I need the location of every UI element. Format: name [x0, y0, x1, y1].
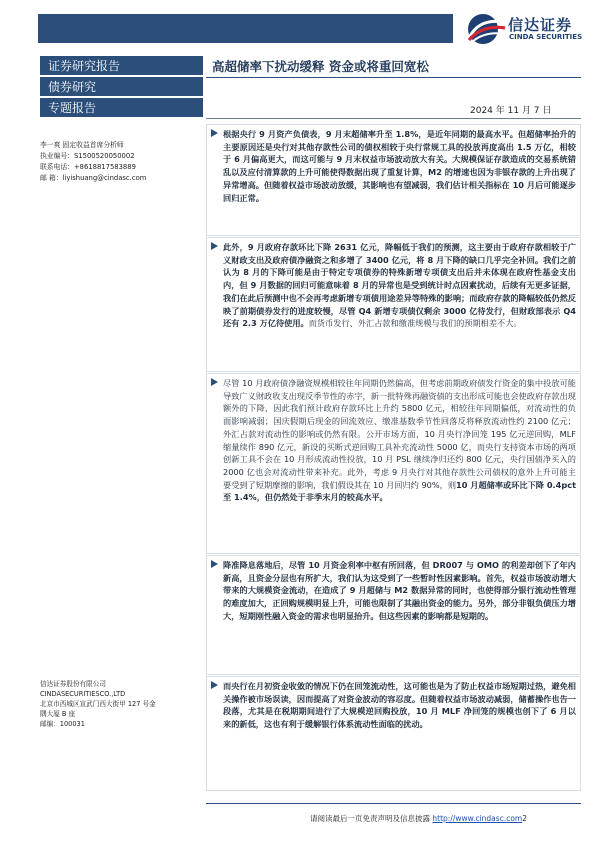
company-logo — [463, 12, 588, 46]
footer — [310, 813, 527, 824]
cinda-logo-icon — [463, 12, 507, 46]
tab-securities-research-report: 证券研究报告 — [40, 56, 203, 77]
author-info — [40, 140, 205, 184]
key-point-bold-text: 此外，9 月政府存款环比下降 2631 亿元，降幅低于我们的预测，这主要由于政府存款相较于广义财政支出及政府债净融资之和多增了 3400 亿元，将 8 月下降的缺口几乎完全补回。我们之前认为 8 月的下降可能是由于特定专项债券的特殊新增专项债支出后并未体现在政府性基金支出内，但 9 月数据的回归可能意味着 8 月的异常也是受到统计时点因素扰动，后续有无更多证据，我们在此后预测中也不会再考虑新增专项债用途差异等特殊的影响；而政府存款的降幅较低仍然反映了前期债券发行的进度较慢，尽管 Q4 新增专项债仅剩余 3000 亿待发行，但财政部表示 Q4 还有 2.3 万亿待使用。 — [223, 242, 576, 329]
bullet-triangle-icon — [211, 129, 218, 137]
company-postcode: 邮编：100031 — [40, 720, 85, 728]
tab-special-report: 专题报告 — [40, 98, 203, 119]
key-point — [206, 373, 581, 554]
company-address-2: 隅大厦 B 座 — [40, 710, 76, 718]
brand-name-en: CINDA SECURITIES — [509, 33, 583, 41]
footer-divider — [206, 803, 581, 804]
report-date: 2024 年 11 月 7 日 — [470, 106, 552, 116]
header-bar — [38, 14, 453, 43]
bullet-triangle-icon — [211, 242, 218, 250]
key-point — [206, 555, 581, 675]
bullet-triangle-icon — [211, 378, 218, 386]
website-link[interactable]: http://www.cindasc.com — [432, 814, 523, 823]
company-info — [40, 679, 205, 729]
page-number: 2 — [522, 814, 527, 823]
author-name-title: 李一爽 固定收益首席分析师 — [40, 141, 124, 149]
title-divider — [206, 77, 581, 78]
author-email: 邮 箱：liyishuang@cindasc.com — [40, 174, 147, 182]
key-point-bold-text: 根据央行 9 月资产负债表，9 月末超储率升至 1.8%，是近年同期的最高水平。但超储率抬升的主要原因还是央行对其他存款性公司的债权相较于央行常规工具的投放再度高出 1.5 万亿，相较于 6 月偏高更大，而这可能与 9 月末权益市场波动放大有关。大规模保证存款造成的交易系统错乱以及应付清算款的上升可能使得数据出现了重复计算，M2 的增速也因为非银存款的上升出现了异常增高。但随着权益市场波动放缓，其影响也有望减弱，我们估计相关指标在 10 月后可能逐步回归正常。 — [223, 129, 576, 203]
key-point — [206, 237, 581, 372]
bullet-triangle-icon — [211, 560, 218, 568]
tab-bond-research: 债券研究 — [40, 77, 203, 98]
report-title: 高超储率下扰动缓释 资金或将重回宽松 — [212, 59, 429, 74]
company-name-en: CINDASECURITIESCO.,LTD — [40, 690, 126, 698]
key-point-bold-text: 降准降息落地后，尽管 10 月资金利率中枢有所回落，但 DR007 与 OMO 的利差却创下了年内新高，且资金分层也有所扩大，我们认为这受到了一些暂时性因素影响。首先，权益市场波动增大带来的大规模资金流动，在造成了 9 月超储与 M2 数据异常的同时，也使得部分银行流动性管理的难度加大，正回购规模明显上升，可能也限制了其融出资金的能力。另外，部分非银负债压力增大，短期刚性融入资金的需求也明显抬升。但这些因素的影响都是短期的。 — [223, 560, 576, 621]
key-point — [206, 676, 581, 791]
brand-name-cn: 信达证券 — [508, 16, 573, 34]
key-points — [206, 124, 581, 791]
sidebar — [40, 56, 203, 119]
bullet-triangle-icon — [211, 681, 218, 689]
footer-disclaimer: 请阅读最后一页免责声明及信息披露 — [310, 814, 433, 823]
author-phone: 联系电话：+8618817583889 — [40, 163, 136, 171]
company-address: 北京市西城区宣武门西大街甲 127 号金 — [40, 700, 156, 708]
author-license: 执业编号：S1500520050002 — [40, 152, 135, 160]
title-row — [206, 56, 581, 77]
key-point-bold-text: 而央行在月初资金收敛的情况下仍在回笼流动性，这可能也是为了防止权益市场短期过热，避免相关操作被市场误读，因而提高了对资金波动的容忍度。但随着权益市场波动减弱，储蓄操作也告一段落，尤其是在税期期间进行了大规模逆回购投放，10 月 MLF 净回笼的规模也创下了 6 月以来的新低，这也有利于缓解银行体系流动性面临的扰动。 — [223, 681, 576, 730]
key-point-text: 尽管 10 月政府债净融资规模相较往年同期仍然偏高，但考虑前期政府债发行资金的集中投放可能导致广义财政收支出现反季节性的赤字，新一批特殊再融资债的支出形成可能也会使政府存款出现额外的下降，因此我们预计政府存款环比上升约 5800 亿元，相较往年同期偏低，对流动性的负面影响减弱；国庆假期后现金的回流效应、缴准基数季节性回落反将释放流动性约 2100 亿元；外汇占款对流动性的影响或仍然有限。公开市场方面，10 月央行净回笼 195 亿元逆回购，MLF 缩量续作 890 亿元，新设的买断式逆回购工具补充流动性 5000 亿，而央行支持资本市场的两项创新工具不会在 10 月形成流动性投放，10 月 PSL 继续净归还约 800 亿元，央行国债净买入的 2000 亿也会对流动性带来补充。此外，考虑 9 月央行对其他存款性公司债权的意外上升可能主要受到了短期摩擦的影响，我们假设其在 10 月回归约 90%，则 — [223, 378, 576, 490]
key-point — [206, 124, 581, 236]
key-point-text: 而货币发行、外汇占款和缴准规模与我们的预期相差不大。 — [308, 318, 522, 329]
date-divider — [206, 118, 581, 119]
company-name-cn: 信达证券股份有限公司 — [40, 680, 106, 688]
key-point-bold-text: 10 月超储率或环比下降 0.4pct 至 1.4%，但仍然处于非季末月的较高水平。 — [223, 479, 576, 503]
